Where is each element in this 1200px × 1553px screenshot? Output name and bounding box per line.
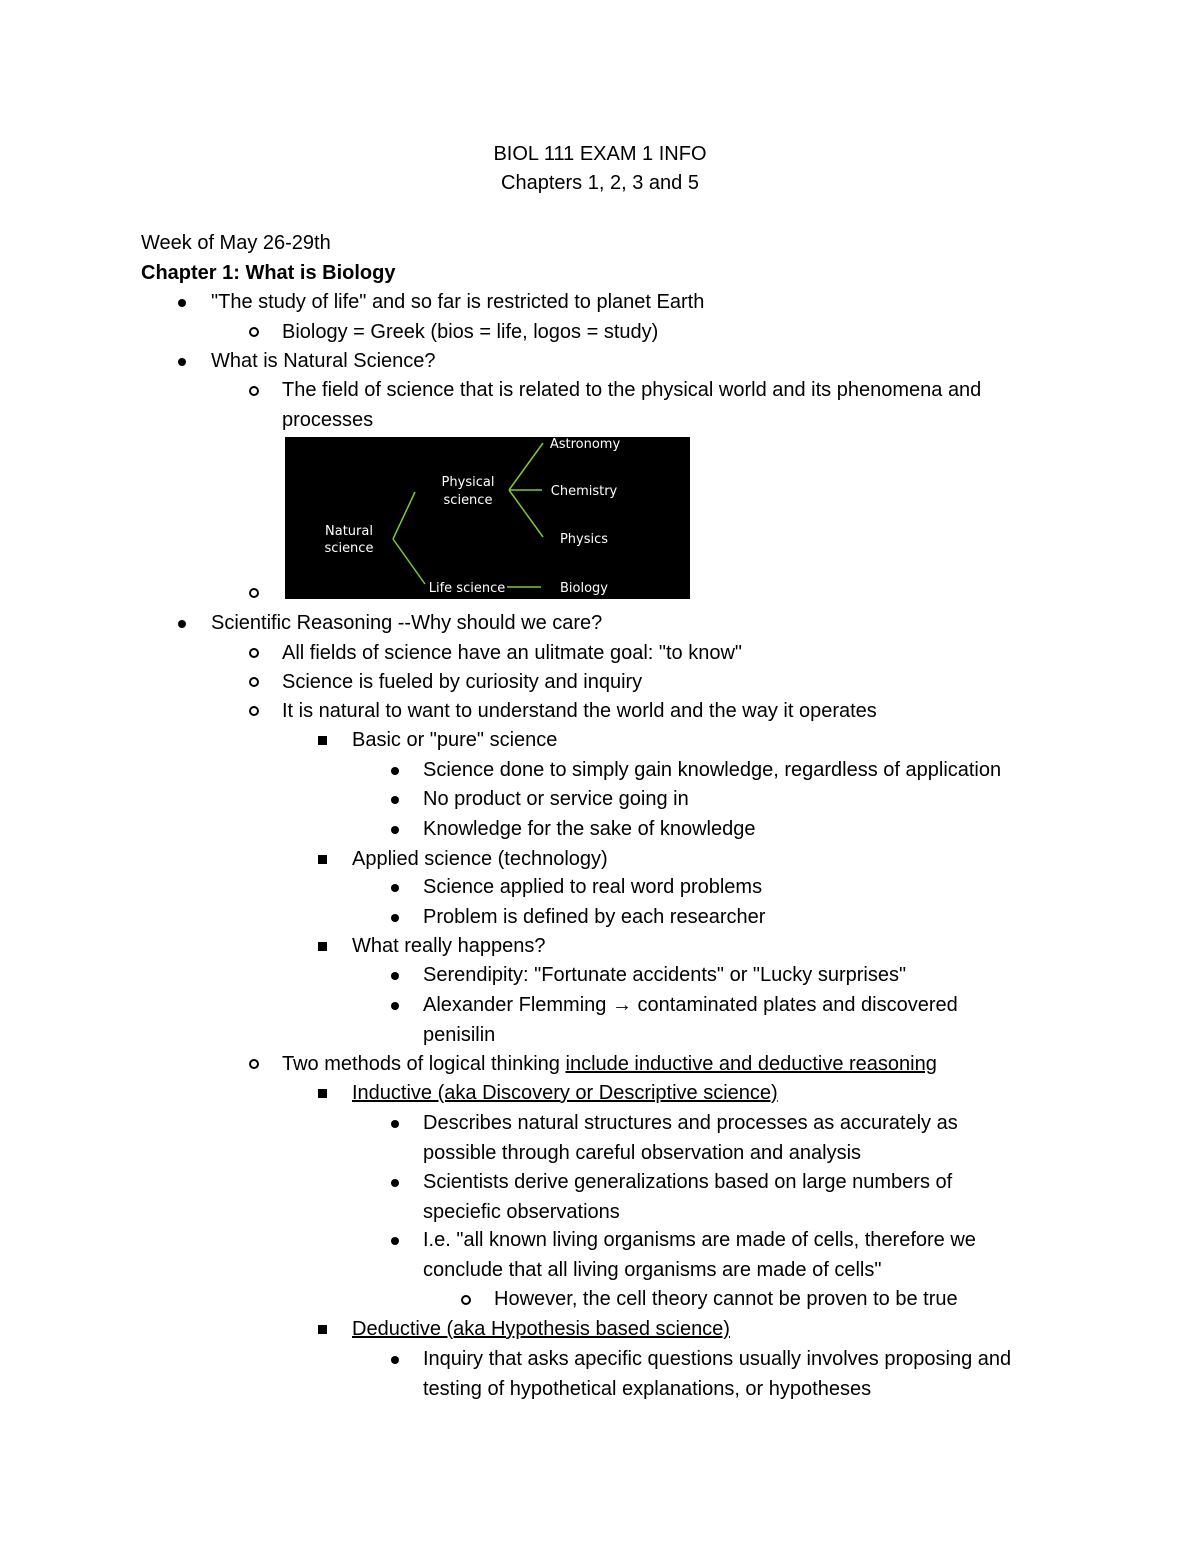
list-item: Science done to simply gain knowledge, regardless of application xyxy=(423,759,1002,781)
list-item-continuation: speciefic observations xyxy=(423,1201,620,1223)
bullet-disc xyxy=(391,826,399,834)
connector-physical-physics xyxy=(509,490,543,537)
list-item-continuation: testing of hypothetical explanations, or hypotheses xyxy=(423,1378,872,1400)
list-item: Knowledge for the sake of knowledge xyxy=(423,818,756,840)
list-item: Scientists derive generalizations based on large numbers of xyxy=(423,1171,953,1193)
list-item: Science is fueled by curiosity and inquiry xyxy=(282,671,643,693)
bullet-circle xyxy=(249,648,259,658)
list-item-continuation: possible through careful observation and analysis xyxy=(423,1142,862,1164)
diagram-label: Chemistry xyxy=(550,484,618,499)
list-item: Biology = Greek (bios = life, logos = study) xyxy=(282,321,659,343)
underlined-text: include inductive and deductive reasoning xyxy=(565,1053,937,1075)
bullet-circle xyxy=(249,386,259,396)
bullet-disc xyxy=(391,1002,399,1010)
bullet-disc xyxy=(391,884,399,892)
list-item-continuation: penisilin xyxy=(423,1024,496,1046)
list-item: I.e. "all known living organisms are made of cells, therefore we xyxy=(423,1229,976,1251)
list-item: What really happens? xyxy=(352,935,546,957)
bullet-disc xyxy=(391,1356,399,1364)
natural-science-diagram xyxy=(285,437,690,599)
list-item: Deductive (aka Hypothesis based science) xyxy=(352,1318,730,1340)
connector-physical-astronomy xyxy=(509,443,543,490)
diagram-label: Biology xyxy=(560,581,608,596)
week-label: Week of May 26-29th xyxy=(141,232,331,254)
bullet-circle xyxy=(461,1295,471,1305)
list-item: "The study of life" and so far is restricted to planet Earth xyxy=(211,291,705,313)
list-item: It is natural to want to understand the world and the way it operates xyxy=(282,700,877,722)
list-item: Alexander Flemming → contaminated plates and discovered xyxy=(423,994,958,1016)
bullet-disc xyxy=(178,620,186,628)
chapter-heading: Chapter 1: What is Biology xyxy=(141,262,396,284)
list-item-continuation: conclude that all living organisms are made of cells" xyxy=(423,1259,882,1281)
list-item: Applied science (technology) xyxy=(352,848,608,870)
list-item xyxy=(282,1052,937,1076)
bullet-circle xyxy=(249,706,259,716)
connector-natural-life xyxy=(393,539,425,584)
list-item: Inquiry that asks apecific questions usually involves proposing and xyxy=(423,1348,1012,1370)
bullet-square xyxy=(318,855,327,864)
bullet-square xyxy=(318,736,327,745)
list-item: However, the cell theory cannot be proven to be true xyxy=(494,1288,958,1310)
connector-natural-physical xyxy=(393,492,415,539)
document-subtitle: Chapters 1, 2, 3 and 5 xyxy=(501,172,699,194)
bullet-disc xyxy=(391,914,399,922)
list-item: What is Natural Science? xyxy=(211,350,436,372)
list-item: Basic or "pure" science xyxy=(352,729,558,751)
bullet-circle xyxy=(249,327,259,337)
list-item: All fields of science have an ulitmate goal: "to know" xyxy=(282,642,742,664)
list-item-text: Two methods of logical thinking xyxy=(282,1053,566,1075)
document-title: BIOL 111 EXAM 1 INFO xyxy=(493,143,707,165)
bullet-disc xyxy=(391,1120,399,1128)
list-item: Describes natural structures and processes as accurately as xyxy=(423,1112,958,1134)
diagram-label: science xyxy=(324,541,374,556)
bullet-circle xyxy=(249,588,259,598)
list-item: Scientific Reasoning --Why should we care? xyxy=(211,612,603,634)
bullet-disc xyxy=(391,1179,399,1187)
bullet-circle xyxy=(249,677,259,687)
bullet-square xyxy=(318,1089,327,1098)
diagram-label: science xyxy=(443,493,493,508)
bullet-disc xyxy=(391,767,399,775)
bullet-disc xyxy=(178,299,186,307)
diagram-label: Life science xyxy=(428,581,506,596)
bullet-disc xyxy=(391,972,399,980)
bullet-square xyxy=(318,942,327,951)
bullet-disc xyxy=(391,1237,399,1245)
diagram-label: Physical xyxy=(441,475,495,490)
list-item: Inductive (aka Discovery or Descriptive science) xyxy=(352,1082,778,1104)
bullet-circle xyxy=(249,1059,259,1069)
list-item: Serendipity: "Fortunate accidents" or "Lucky surprises" xyxy=(423,964,907,986)
diagram-label: Natural xyxy=(325,524,373,539)
bullet-disc xyxy=(391,796,399,804)
diagram-connector-lines xyxy=(393,443,543,587)
bullet-disc xyxy=(178,358,186,366)
list-item: No product or service going in xyxy=(423,788,689,810)
list-item-continuation: processes xyxy=(282,409,374,431)
list-item: Problem is defined by each researcher xyxy=(423,906,766,928)
list-item: Science applied to real word problems xyxy=(423,876,763,898)
bullet-square xyxy=(318,1325,327,1334)
diagram-svg xyxy=(285,437,690,599)
diagram-label: Physics xyxy=(559,532,609,547)
diagram-label: Astronomy xyxy=(549,437,621,452)
list-item: The field of science that is related to the physical world and its phenomena and xyxy=(282,379,982,401)
